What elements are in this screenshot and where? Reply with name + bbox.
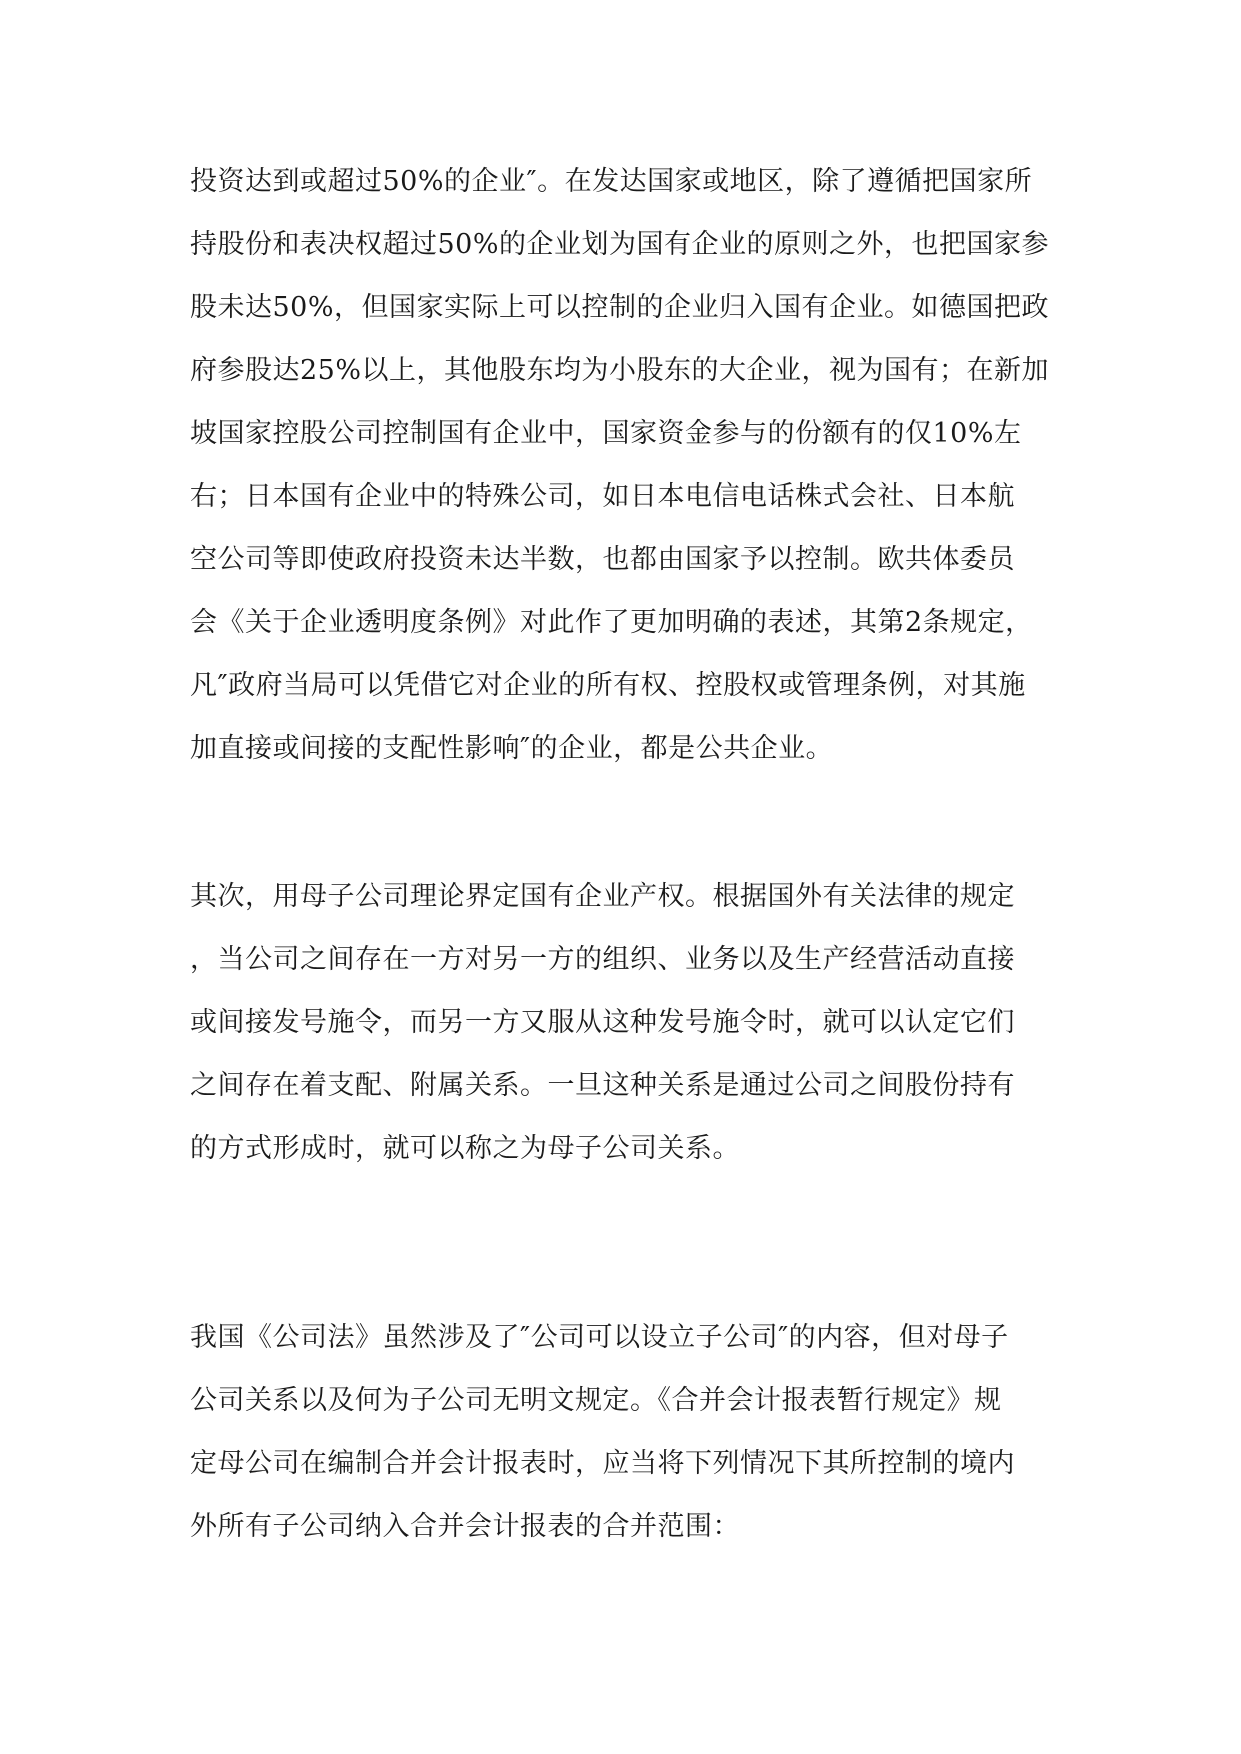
text-line: 府参股达25%以上，其他股东均为小股东的大企业，视为国有；在新加 bbox=[190, 355, 1050, 386]
text-line: 之间存在着支配、附属关系。一旦这种关系是通过公司之间股份持有 bbox=[190, 1070, 1015, 1101]
text-line: 的方式形成时，就可以称之为母子公司关系。 bbox=[190, 1133, 740, 1164]
text-line: 右；日本国有企业中的特殊公司，如日本电信电话株式会社、日本航 bbox=[190, 481, 1015, 512]
text-line: 持股份和表决权超过50%的企业划为国有企业的原则之外，也把国家参 bbox=[190, 229, 1050, 260]
text-line: 其次，用母子公司理论界定国有企业产权。根据国外有关法律的规定 bbox=[190, 881, 1015, 912]
text-line: ，当公司之间存在一方对另一方的组织、业务以及生产经营活动直接 bbox=[190, 944, 1015, 975]
text-line: 会《关于企业透明度条例》对此作了更加明确的表述，其第2条规定， bbox=[190, 607, 1033, 638]
text-line: 定母公司在编制合并会计报表时，应当将下列情况下其所控制的境内 bbox=[190, 1448, 1015, 1479]
text-line: 外所有子公司纳入合并会计报表的合并范围： bbox=[190, 1511, 740, 1542]
text-line: 股未达50%，但国家实际上可以控制的企业归入国有企业。如德国把政 bbox=[190, 292, 1050, 323]
text-line: 坡国家控股公司控制国有企业中，国家资金参与的份额有的仅10%左 bbox=[190, 418, 1022, 449]
text-line: 公司关系以及何为子公司无明文规定。《合并会计报表暂行规定》规 bbox=[190, 1385, 1002, 1416]
text-line: 凡″政府当局可以凭借它对企业的所有权、控股权或管理条例，对其施 bbox=[190, 670, 1026, 701]
paragraph-state-owned-definition bbox=[190, 150, 1070, 780]
text-line: 我国《公司法》虽然涉及了″公司可以设立子公司″的内容，但对母子 bbox=[190, 1322, 1009, 1353]
paragraph-company-law bbox=[190, 1306, 1070, 1558]
text-line: 或间接发号施令，而另一方又服从这种发号施令时，就可以认定它们 bbox=[190, 1007, 1015, 1038]
text-line: 加直接或间接的支配性影响″的企业，都是公共企业。 bbox=[190, 733, 834, 764]
text-line: 投资达到或超过50%的企业″。在发达国家或地区，除了遵循把国家所 bbox=[190, 166, 1033, 197]
text-line: 空公司等即使政府投资未达半数，也都由国家予以控制。欧共体委员 bbox=[190, 544, 1015, 575]
paragraph-parent-subsidiary-theory bbox=[190, 865, 1070, 1180]
